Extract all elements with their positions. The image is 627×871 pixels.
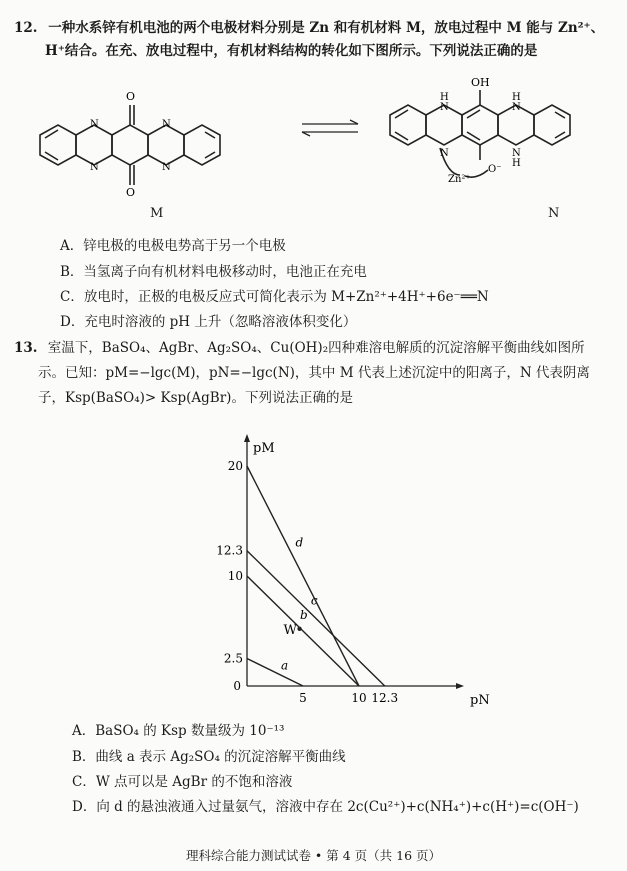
q13-number: 13. — [14, 340, 38, 356]
x-tick-label-1: 10 — [351, 691, 367, 705]
molecule-diagram — [0, 70, 627, 230]
x-axis-arrow — [456, 683, 464, 689]
q12-option-a: A．锌电极的电极电势高于另一个电极 — [60, 238, 286, 254]
point-label-W: W — [283, 622, 297, 638]
q12-stem-line2: H⁺结合。在充、放电过程中，有机材料结构的转化如下图所示。下列说法正确的是 — [45, 43, 538, 59]
N-atom-O-minus: O⁻ — [488, 164, 502, 175]
y-tick-label-3: 20 — [227, 459, 243, 473]
M-atom-N2: N — [90, 162, 99, 173]
label-M: M — [150, 206, 164, 221]
series-line-b — [247, 576, 359, 686]
chart-labels — [216, 441, 489, 708]
series-line-c — [247, 551, 385, 686]
N-atom-H1: H — [440, 92, 449, 103]
q12-option-d: D．充电时溶液的 pH 上升（忽略溶液体积变化） — [60, 314, 357, 330]
q13-option-b: B．曲线 a 表示 Ag₂SO₄ 的沉淀溶解平衡曲线 — [72, 749, 346, 765]
chart-axes — [244, 434, 464, 689]
M-atom-N4: N — [162, 162, 171, 173]
series-label-a: a — [281, 658, 289, 673]
q12-stem-text1: 一种水系锌有机电池的两个电极材料分别是 Zn 和有机材料 M，放电过程中 M 能与 Zn²⁺、 — [48, 20, 605, 36]
y-tick-label-2: 12.3 — [216, 543, 243, 558]
series-label-b: b — [300, 608, 308, 623]
label-N: N — [548, 206, 560, 221]
series-line-a — [247, 659, 303, 687]
q13-stem-text1: 室温下，BaSO₄、AgBr、Ag₂SO₄、Cu(OH)₂四种难溶电解质的沉淀溶解平衡曲线如图所 — [47, 340, 585, 356]
series-line-d — [247, 466, 359, 686]
page-footer: 理科综合能力测试试卷 • 第 4 页（共 16 页） — [185, 848, 442, 863]
q12-option-c: C．放电时，正极的电极反应式可简化表示为 M+Zn²⁺+4H⁺+6e⁻══N — [60, 289, 489, 305]
M-atom-O-top: O — [126, 90, 136, 103]
molecule-M — [40, 105, 220, 185]
y-tick-label-0: 2.5 — [223, 651, 243, 666]
origin-label: 0 — [233, 679, 241, 693]
chart-series — [247, 466, 385, 686]
N-atom-H2: H — [512, 92, 521, 103]
x-axis-label: pN — [470, 693, 490, 708]
M-atom-N1: N — [90, 119, 99, 130]
q12-stem-line1 — [14, 22, 604, 36]
N-atom-N4: N — [512, 148, 521, 159]
N-atom-N2: N — [512, 102, 521, 113]
q13-stem-line2: 示。已知：pM=−lgc(M)，pN=−lgc(N)，其中 M 代表上述沉淀中的阳离子，N 代表阴离 — [38, 365, 590, 381]
series-label-c: c — [310, 593, 318, 608]
q13-option-c: C．W 点可以是 AgBr 的不饱和溶液 — [72, 774, 293, 790]
y-tick-label-1: 10 — [227, 569, 243, 583]
y-axis-arrow — [244, 434, 250, 442]
equilibrium-arrow — [302, 120, 358, 136]
M-atom-N3: N — [162, 119, 171, 130]
q13-option-a: A．BaSO₄ 的 Ksp 数量级为 10⁻¹³ — [72, 723, 285, 739]
N-atom-OH: OH — [471, 76, 490, 89]
series-label-d: d — [295, 535, 304, 550]
q12-number: 12. — [14, 20, 38, 36]
x-tick-label-0: 5 — [299, 691, 307, 705]
q13-option-d: D．向 d 的悬浊液通入过量氨气，溶液中存在 2c(Cu²⁺)+c(NH₄⁺)+c(H⁺)=c(OH⁻) — [72, 799, 579, 815]
point-W — [297, 627, 301, 631]
N-atom-N1: N — [440, 102, 449, 113]
molecule-N — [390, 90, 570, 177]
q13-stem-line1 — [14, 342, 585, 356]
N-atom-H3: H — [512, 158, 521, 169]
q13-stem-line3: 子，Ksp(BaSO₄)> Ksp(AgBr)。下列说法正确的是 — [38, 390, 353, 406]
y-axis-label: pM — [253, 441, 275, 456]
N-atom-Zn: Zn²⁺ — [448, 174, 471, 185]
x-tick-label-2: 12.3 — [371, 691, 399, 705]
solubility-equilibrium-chart — [0, 420, 627, 720]
q12-option-b: B．当氢离子向有机材料电极移动时，电池正在充电 — [60, 264, 367, 280]
N-atom-N3: N — [440, 148, 449, 159]
M-atom-O-bottom: O — [126, 186, 136, 199]
